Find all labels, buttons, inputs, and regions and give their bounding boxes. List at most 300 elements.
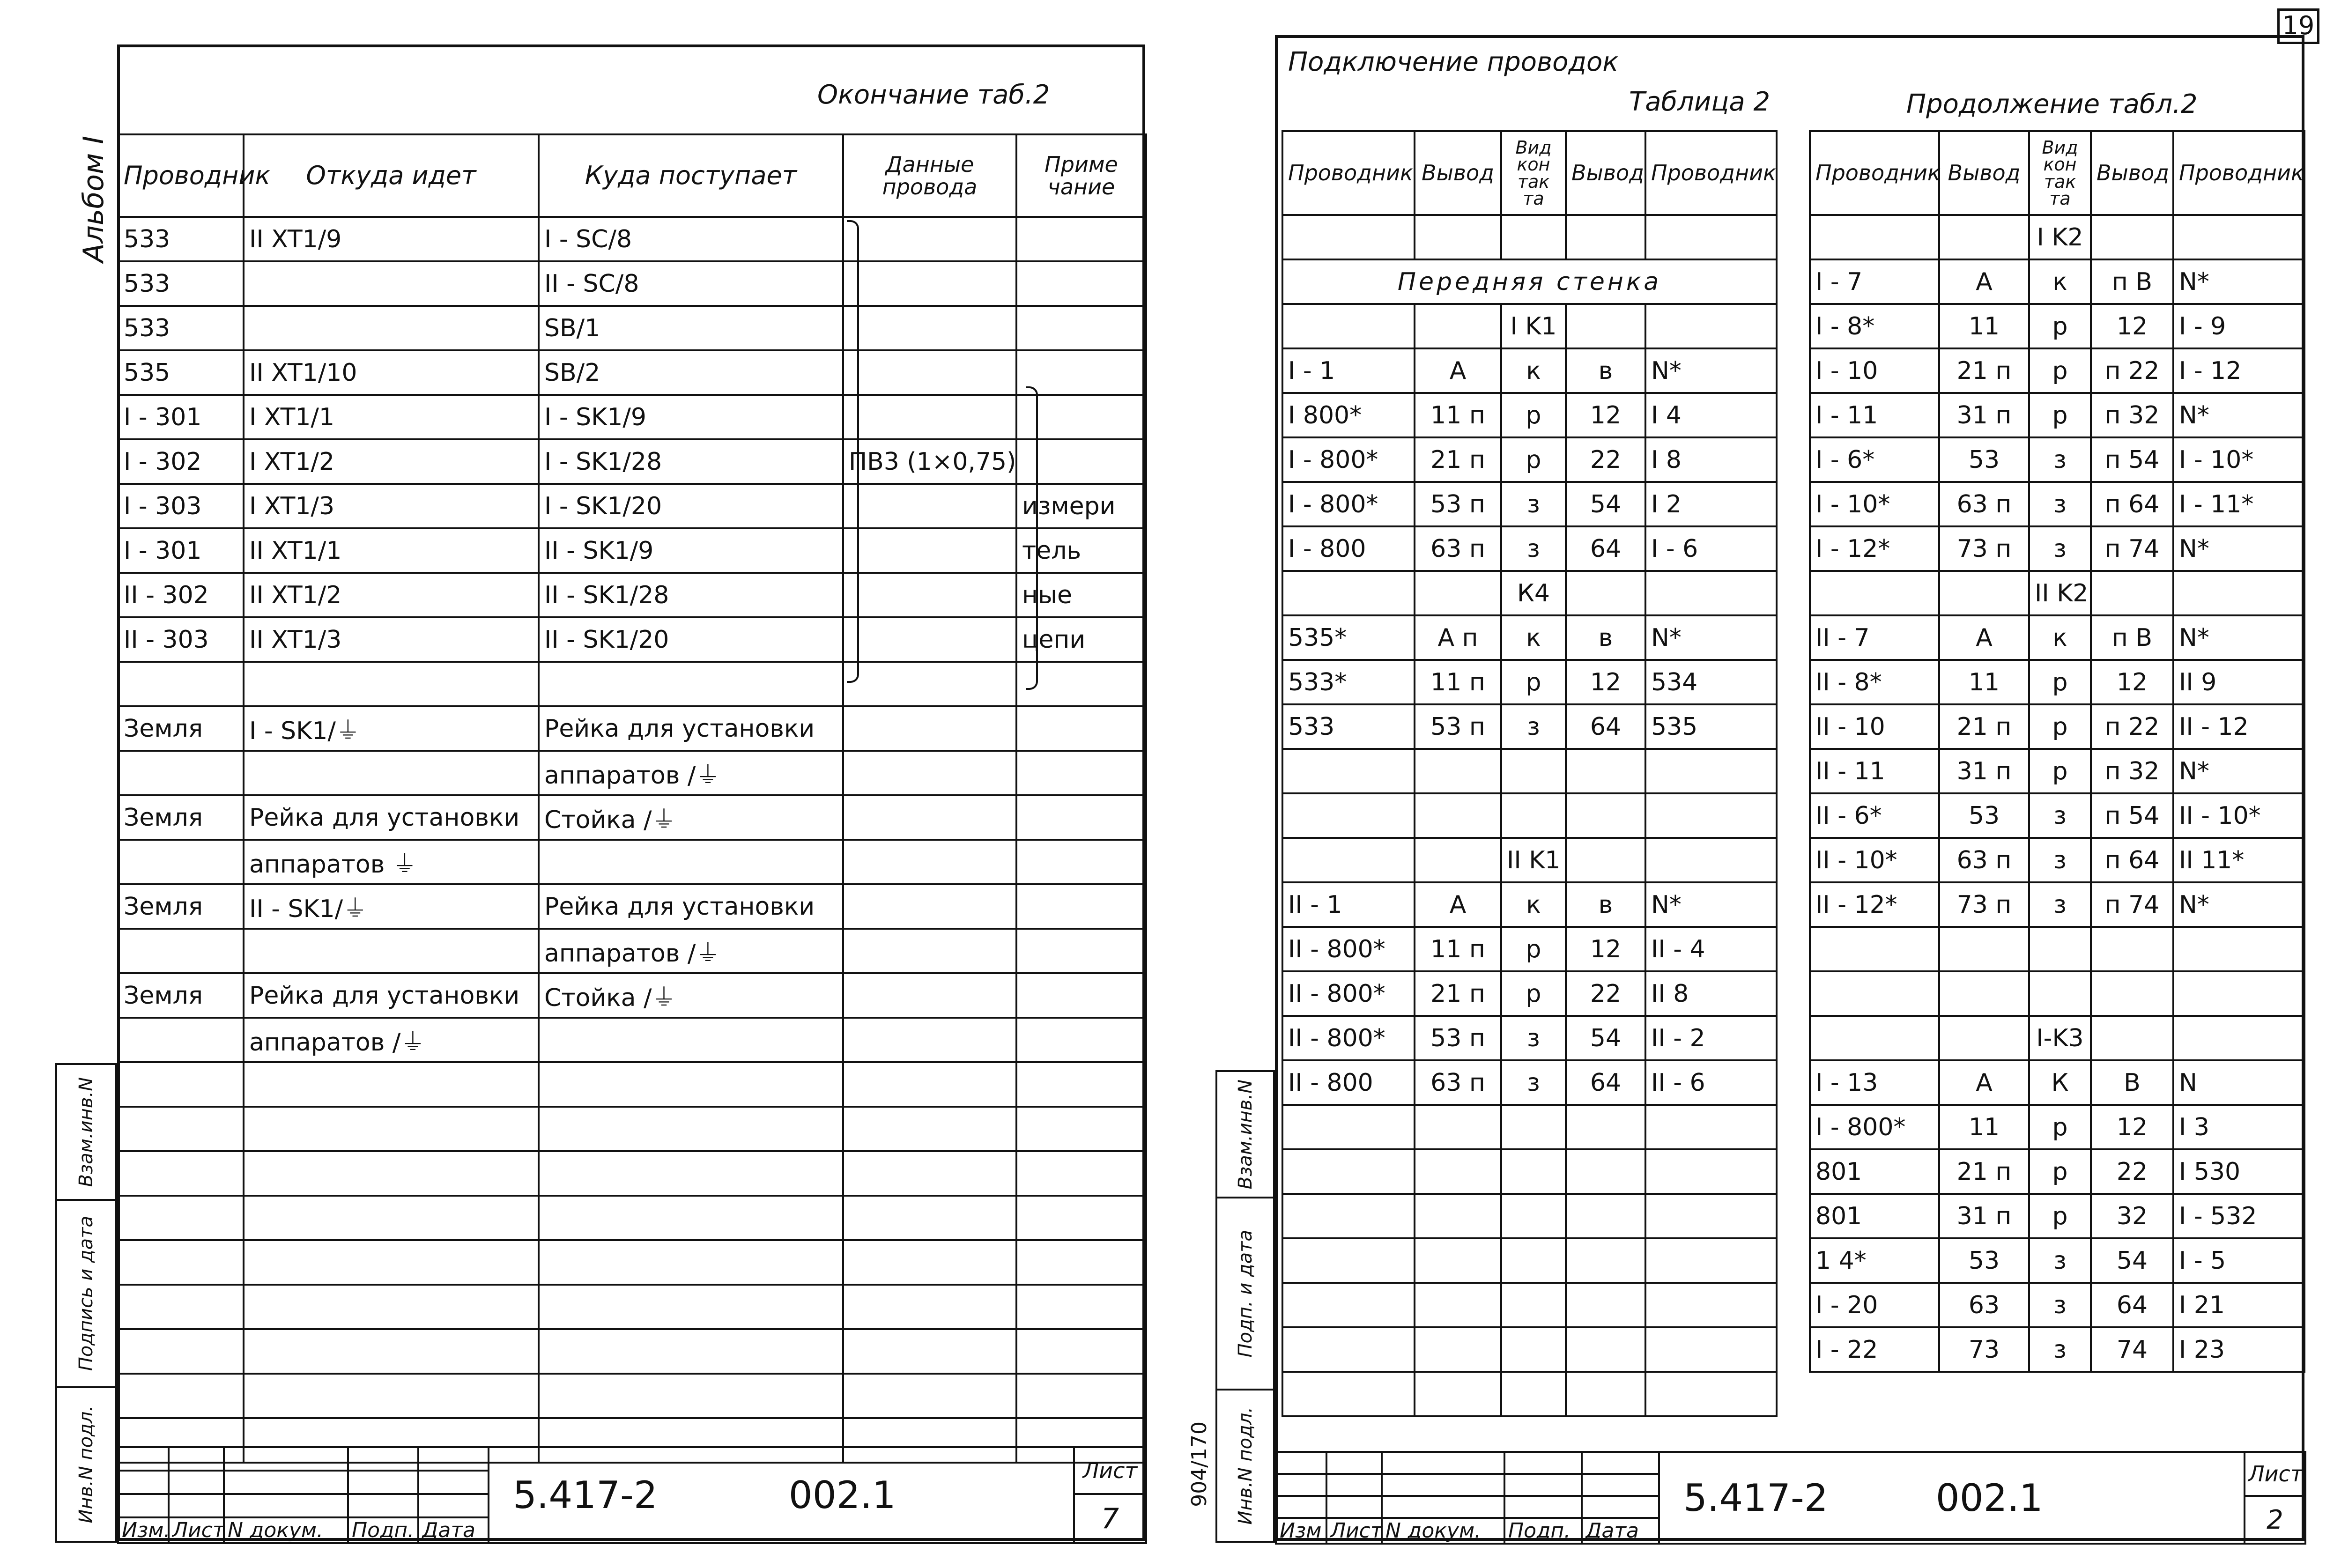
table-cell xyxy=(1415,749,1501,793)
table-cell xyxy=(1016,751,1146,795)
table-cell xyxy=(539,1196,843,1240)
table-cell xyxy=(2091,927,2173,971)
table-cell: II - 6* xyxy=(1810,793,1939,838)
table-cell: Стойка /⏚ xyxy=(539,973,843,1018)
side-label-sign-date: Подпись и дата xyxy=(75,1216,97,1371)
table-cell: к xyxy=(1501,348,1566,393)
table-cell: 801 xyxy=(1810,1149,1939,1194)
table-cell xyxy=(1566,215,1645,259)
table-cell: II - 1 xyxy=(1282,882,1415,927)
table-cell xyxy=(244,1285,539,1329)
table-row xyxy=(1282,660,1777,704)
right-side-stamp xyxy=(1215,1070,1275,1543)
table-row xyxy=(118,617,1146,662)
table-cell xyxy=(1415,571,1501,615)
table-cell xyxy=(1016,350,1146,395)
table-cell: 63 п xyxy=(1415,526,1501,571)
table-cell: I - 20 xyxy=(1810,1283,1939,1327)
table-cell: I - 10 xyxy=(1810,348,1939,393)
table-row xyxy=(118,217,1146,261)
table-cell: I - 7 xyxy=(1810,259,1939,304)
table-cell: р xyxy=(2029,348,2091,393)
table-cell: аппаратов /⏚ xyxy=(539,929,843,973)
table-row xyxy=(118,662,1146,706)
table-cell: 11 xyxy=(1939,1105,2029,1149)
table-cell: з xyxy=(1501,1060,1566,1105)
table-cell xyxy=(244,1240,539,1285)
table-cell xyxy=(539,1374,843,1418)
table-cell: п 32 xyxy=(2091,393,2173,437)
table-cell: р xyxy=(2029,1105,2091,1149)
table-cell xyxy=(1415,215,1501,259)
table-cell xyxy=(1282,1194,1415,1238)
column-header: Проводник xyxy=(1282,131,1415,215)
side-label-vzam: Взам.инв.N xyxy=(75,1077,97,1187)
table-row xyxy=(1810,304,2304,348)
column-header: Проводник xyxy=(118,134,244,217)
table-cell: II - 12* xyxy=(1810,882,1939,927)
table-cell: II - 10* xyxy=(1810,838,1939,882)
table-cell: I - SK1/28 xyxy=(539,439,843,484)
table-row xyxy=(1282,437,1777,482)
table-cell xyxy=(1282,1238,1415,1283)
table-row xyxy=(1282,1194,1777,1238)
table-cell xyxy=(1016,706,1146,751)
table-cell: II K2 xyxy=(2029,571,2091,615)
table-cell xyxy=(1282,838,1415,882)
table-row xyxy=(1282,393,1777,437)
table-cell xyxy=(118,662,244,706)
table-cell xyxy=(244,1151,539,1196)
table-cell xyxy=(118,1018,244,1062)
table-row xyxy=(1282,348,1777,393)
table-cell xyxy=(1016,306,1146,350)
continued-label: Продолжение табл.2 xyxy=(1906,89,2198,119)
table-cell: п В xyxy=(2091,615,2173,660)
column-header: Вид кон так та xyxy=(1501,131,1566,215)
side-label-vzam: Взам.инв.N xyxy=(1234,1079,1256,1190)
table-cell: з xyxy=(2029,526,2091,571)
table-row xyxy=(1810,1238,2304,1283)
table-cell: з xyxy=(1501,482,1566,526)
table-cell xyxy=(843,1285,1016,1329)
table-cell xyxy=(1501,1283,1566,1327)
table-cell xyxy=(118,1285,244,1329)
table-cell xyxy=(843,795,1016,840)
page-number: 19 xyxy=(2277,8,2319,44)
table-row xyxy=(1282,526,1777,571)
table-cell xyxy=(1016,1151,1146,1196)
table-cell: II 8 xyxy=(1645,971,1777,1016)
table-cell xyxy=(1939,571,2029,615)
table-cell: I 21 xyxy=(2173,1283,2304,1327)
stamp-label: Изм xyxy=(1276,1518,1326,1544)
table-cell xyxy=(2173,927,2304,971)
album-label: Альбом I xyxy=(77,136,110,263)
table-cell: I 3 xyxy=(2173,1105,2304,1149)
table-cell xyxy=(843,528,1016,573)
table-cell: N* xyxy=(1645,882,1777,927)
table-cell xyxy=(1645,793,1777,838)
table-row xyxy=(1282,882,1777,927)
table-row xyxy=(1810,1283,2304,1327)
table-cell xyxy=(1415,304,1501,348)
table-cell xyxy=(1016,884,1146,929)
right-table-left-block xyxy=(1282,130,1778,1417)
table-cell xyxy=(1016,1329,1146,1374)
table-cell: п 64 xyxy=(2091,482,2173,526)
stamp-label: Лист xyxy=(1326,1518,1382,1544)
stamp-label: Подп. xyxy=(348,1517,418,1543)
table-cell: 63 п xyxy=(1939,838,2029,882)
table-cell xyxy=(118,1151,244,1196)
table-cell: измери xyxy=(1016,484,1146,528)
table-cell: 53 xyxy=(1939,437,2029,482)
table-cell: N* xyxy=(2173,259,2304,304)
table-row xyxy=(118,973,1146,1018)
table-cell xyxy=(244,261,539,306)
table-cell xyxy=(1566,304,1645,348)
table-cell xyxy=(843,395,1016,439)
table-row xyxy=(118,929,1146,973)
table-cell: 31 п xyxy=(1939,1194,2029,1238)
table-row xyxy=(118,439,1146,484)
table-row xyxy=(1810,1149,2304,1194)
table-cell xyxy=(1415,1238,1501,1283)
table-cell: SB/2 xyxy=(539,350,843,395)
table-cell: I - SC/8 xyxy=(539,217,843,261)
table-cell: II - 303 xyxy=(118,617,244,662)
table-cell: I - 800 xyxy=(1282,526,1415,571)
table-cell: II - 302 xyxy=(118,573,244,617)
table-cell xyxy=(1566,1283,1645,1327)
table-cell xyxy=(118,1107,244,1151)
column-header: Проводник xyxy=(2173,131,2304,215)
table-cell: II 11* xyxy=(2173,838,2304,882)
table-cell: к xyxy=(1501,615,1566,660)
table-cell: I - 13 xyxy=(1810,1060,1939,1105)
table-cell: I K1 xyxy=(1501,304,1566,348)
table-cell xyxy=(118,929,244,973)
table-cell: N* xyxy=(1645,615,1777,660)
table-cell xyxy=(1016,929,1146,973)
table-cell: I - 301 xyxy=(118,395,244,439)
table-cell xyxy=(843,1329,1016,1374)
table-row xyxy=(1810,660,2304,704)
table-cell: 73 xyxy=(1939,1327,2029,1372)
table-row xyxy=(1282,1105,1777,1149)
table-cell xyxy=(1566,838,1645,882)
table-row xyxy=(1810,1105,2304,1149)
table-cell xyxy=(1566,749,1645,793)
table-cell xyxy=(244,1062,539,1107)
table-cell xyxy=(1282,793,1415,838)
table-cell: 64 xyxy=(1566,526,1645,571)
table-cell xyxy=(1810,971,1939,1016)
left-connection-table xyxy=(117,133,1147,1464)
table-cell xyxy=(1415,838,1501,882)
table-cell: II - 4 xyxy=(1645,927,1777,971)
right-sheet-number: 2 xyxy=(2245,1496,2305,1544)
table-row xyxy=(1810,882,2304,927)
table-cell xyxy=(118,751,244,795)
table-cell: п 22 xyxy=(2091,348,2173,393)
column-header: Вывод xyxy=(2091,131,2173,215)
table-cell: 801 xyxy=(1810,1194,1939,1238)
table-cell: аппаратов /⏚ xyxy=(244,1018,539,1062)
table-cell xyxy=(118,1240,244,1285)
table-cell: 64 xyxy=(2091,1283,2173,1327)
table-row xyxy=(118,840,1146,884)
table-cell xyxy=(2091,571,2173,615)
table-cell: р xyxy=(2029,1149,2091,1194)
table-cell: I - 800* xyxy=(1282,437,1415,482)
table-cell xyxy=(1939,927,2029,971)
table-cell: I - 10* xyxy=(2173,437,2304,482)
table-row xyxy=(118,528,1146,573)
table-cell: тель xyxy=(1016,528,1146,573)
table-row xyxy=(1282,1238,1777,1283)
table-cell: I 23 xyxy=(2173,1327,2304,1372)
table-cell: з xyxy=(1501,704,1566,749)
table-cell: 11 xyxy=(1939,660,2029,704)
table-cell xyxy=(2091,1016,2173,1060)
stamp-label: Лист xyxy=(169,1517,224,1543)
table-cell xyxy=(1016,1018,1146,1062)
table-cell xyxy=(1810,571,1939,615)
table-cell: 12 xyxy=(1566,927,1645,971)
section-title: Передняя стенка xyxy=(1282,259,1777,304)
table-row xyxy=(118,395,1146,439)
table-row xyxy=(1282,259,1777,304)
table-row xyxy=(1810,348,2304,393)
table-cell: 21 п xyxy=(1939,348,2029,393)
table-cell xyxy=(118,840,244,884)
table-cell: II - SK1/28 xyxy=(539,573,843,617)
table-cell xyxy=(118,1374,244,1418)
table-cell: з xyxy=(2029,1238,2091,1283)
table-cell xyxy=(2091,215,2173,259)
table-cell: 533 xyxy=(118,217,244,261)
table-cell: 63 п xyxy=(1939,482,2029,526)
table-cell xyxy=(843,973,1016,1018)
table-cell xyxy=(1415,1327,1501,1372)
table-cell: II K1 xyxy=(1501,838,1566,882)
table-cell: А xyxy=(1939,259,2029,304)
table-cell: I - 12 xyxy=(2173,348,2304,393)
table-row xyxy=(1810,704,2304,749)
table-cell: з xyxy=(1501,1016,1566,1060)
stamp-label: Дата xyxy=(1582,1518,1659,1544)
table-row xyxy=(118,1329,1146,1374)
table-cell xyxy=(118,1062,244,1107)
table-cell: 53 xyxy=(1939,1238,2029,1283)
table-cell xyxy=(1282,215,1415,259)
table-cell: ные xyxy=(1016,573,1146,617)
table-cell xyxy=(843,1374,1016,1418)
column-header: Вывод xyxy=(1566,131,1645,215)
column-header: Вид кон так та xyxy=(2029,131,2091,215)
stamp-label: Дата xyxy=(418,1517,489,1543)
table-cell: р xyxy=(2029,660,2091,704)
table-cell: 22 xyxy=(2091,1149,2173,1194)
table-cell xyxy=(1566,793,1645,838)
table-cell xyxy=(1016,973,1146,1018)
table-cell xyxy=(843,1107,1016,1151)
table-cell: N* xyxy=(2173,615,2304,660)
table-cell: в xyxy=(1566,615,1645,660)
column-header: Куда поступает xyxy=(539,134,843,217)
table-cell: 12 xyxy=(1566,393,1645,437)
table-cell: 11 п xyxy=(1415,927,1501,971)
table-row xyxy=(118,1374,1146,1418)
table-cell xyxy=(539,1329,843,1374)
table-cell: II - SC/8 xyxy=(539,261,843,306)
table-cell xyxy=(1501,1372,1566,1416)
table-cell xyxy=(843,1196,1016,1240)
table-cell: I - 6* xyxy=(1810,437,1939,482)
table-cell: в xyxy=(1566,882,1645,927)
table-cell xyxy=(244,662,539,706)
table-cell: N* xyxy=(1645,348,1777,393)
table-cell xyxy=(843,1151,1016,1196)
table-row xyxy=(1282,793,1777,838)
table-cell xyxy=(1566,1105,1645,1149)
table-cell: аппаратов /⏚ xyxy=(539,751,843,795)
table-cell: 534 xyxy=(1645,660,1777,704)
table-cell xyxy=(1501,1327,1566,1372)
table-cell xyxy=(843,484,1016,528)
table-row xyxy=(118,795,1146,840)
table-cell: р xyxy=(1501,393,1566,437)
table-cell: II - 7 xyxy=(1810,615,1939,660)
table-row xyxy=(1282,1283,1777,1327)
table-cell: 535* xyxy=(1282,615,1415,660)
bracket-note xyxy=(1026,386,1038,690)
table-cell: 54 xyxy=(1566,482,1645,526)
table-cell xyxy=(843,929,1016,973)
table-cell: II 9 xyxy=(2173,660,2304,704)
table-cell: II XT1/2 xyxy=(244,573,539,617)
table-cell xyxy=(1645,1238,1777,1283)
table-cell: N* xyxy=(2173,393,2304,437)
column-header: Приме чание xyxy=(1016,134,1146,217)
table-row xyxy=(1810,526,2304,571)
table-cell xyxy=(2173,1016,2304,1060)
table-cell xyxy=(1282,749,1415,793)
table-cell: I - 5 xyxy=(2173,1238,2304,1283)
table-cell: А xyxy=(1939,1060,2029,1105)
table-cell xyxy=(1810,215,1939,259)
table-cell xyxy=(1415,1105,1501,1149)
table-cell xyxy=(1810,1016,1939,1060)
table-cell: К4 xyxy=(1501,571,1566,615)
table-cell xyxy=(1415,1194,1501,1238)
stamp-label: Изм. xyxy=(118,1517,169,1543)
table-cell xyxy=(539,1107,843,1151)
table-cell: I - 532 xyxy=(2173,1194,2304,1238)
table-cell: р xyxy=(2029,1194,2091,1238)
table-cell xyxy=(1016,1240,1146,1285)
table-cell: р xyxy=(1501,437,1566,482)
table-cell xyxy=(843,306,1016,350)
table-cell: II XT1/9 xyxy=(244,217,539,261)
table-cell xyxy=(1282,1149,1415,1194)
table-cell: I - 10* xyxy=(1810,482,1939,526)
right-doc-number: 002.1 xyxy=(1935,1476,2043,1520)
table-cell xyxy=(1566,571,1645,615)
table-row xyxy=(118,884,1146,929)
table-row xyxy=(1810,437,2304,482)
table-cell xyxy=(1501,749,1566,793)
table-cell: 31 п xyxy=(1939,749,2029,793)
table-cell: II - 800 xyxy=(1282,1060,1415,1105)
table-cell: II - 800* xyxy=(1282,927,1415,971)
table-row xyxy=(1810,571,2304,615)
table-cell xyxy=(1645,304,1777,348)
table-cell xyxy=(539,840,843,884)
table-cell xyxy=(1016,261,1146,306)
table-cell xyxy=(1282,304,1415,348)
table-cell: п 22 xyxy=(2091,704,2173,749)
right-doc-code: 5.417-2 xyxy=(1683,1476,1828,1520)
table-cell: 12 xyxy=(2091,1105,2173,1149)
table-cell: I - 11 xyxy=(1810,393,1939,437)
table-cell: I XT1/2 xyxy=(244,439,539,484)
stamp-label: N докум. xyxy=(224,1517,348,1543)
left-doc-code: 5.417-2 xyxy=(513,1473,658,1517)
column-header: Откуда идет xyxy=(244,134,539,217)
table-row xyxy=(1810,482,2304,526)
table-cell: 53 п xyxy=(1415,1016,1501,1060)
table-cell: к xyxy=(1501,882,1566,927)
table-row xyxy=(118,1062,1146,1107)
table-cell xyxy=(843,261,1016,306)
table-cell: I - 800* xyxy=(1810,1105,1939,1149)
table-cell: 533 xyxy=(118,306,244,350)
table-row xyxy=(118,1151,1146,1196)
table-cell: I 530 xyxy=(2173,1149,2304,1194)
table-cell xyxy=(843,751,1016,795)
table-cell: 11 п xyxy=(1415,660,1501,704)
table-cell xyxy=(1282,1105,1415,1149)
table-cell: I - SK1/⏚ xyxy=(244,706,539,751)
table-cell xyxy=(1501,1149,1566,1194)
table-row xyxy=(118,1240,1146,1285)
table-cell: I - 9 xyxy=(2173,304,2304,348)
left-header: Окончание таб.2 xyxy=(817,80,1050,110)
table-cell: з xyxy=(2029,437,2091,482)
table-cell: 533* xyxy=(1282,660,1415,704)
side-label-inv: Инв.N подл. xyxy=(75,1405,97,1524)
table-cell xyxy=(1415,1283,1501,1327)
table-cell: II - 2 xyxy=(1645,1016,1777,1060)
table-cell: р xyxy=(1501,971,1566,1016)
table-cell xyxy=(1415,793,1501,838)
table-row xyxy=(118,261,1146,306)
table-cell: N* xyxy=(2173,882,2304,927)
table-cell xyxy=(2029,927,2091,971)
table-cell: 21 п xyxy=(1415,971,1501,1016)
table-cell xyxy=(1810,927,1939,971)
table-cell: 533 xyxy=(118,261,244,306)
table-cell: ПВ3 (1×0,75) xyxy=(843,439,1016,484)
table-cell xyxy=(1566,1238,1645,1283)
table-row xyxy=(1282,749,1777,793)
table-cell: II - SK1/⏚ xyxy=(244,884,539,929)
table-cell xyxy=(539,1018,843,1062)
table-row xyxy=(1810,838,2304,882)
